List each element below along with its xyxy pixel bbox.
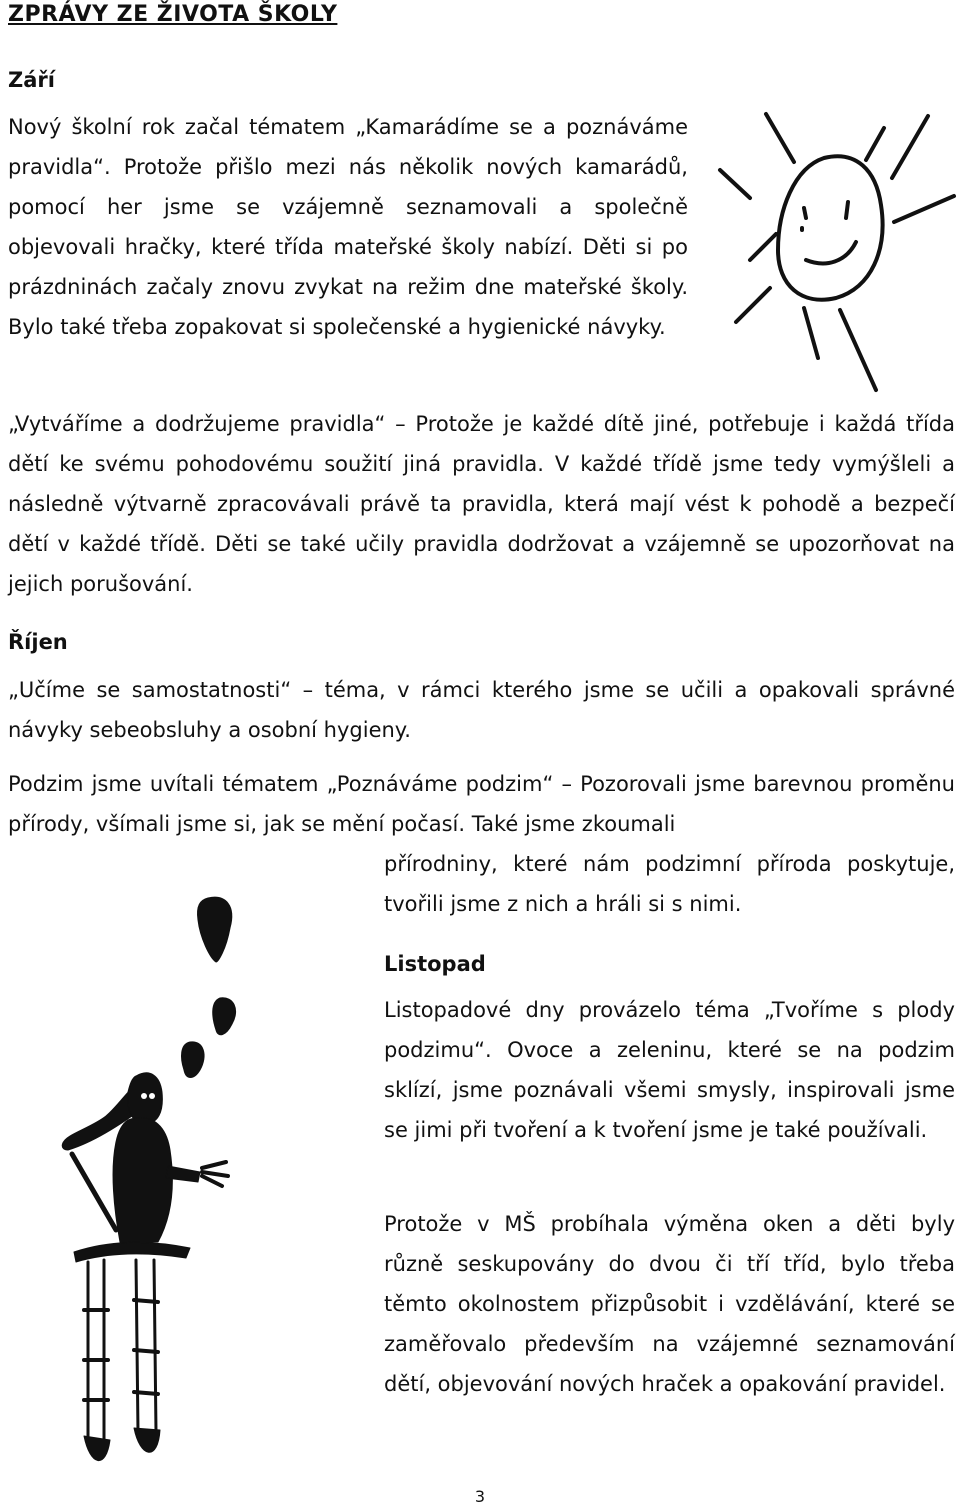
page-number: 3 <box>474 1487 486 1506</box>
paragraph-rijen-podzim-cont: přírodniny, které nám podzimní příroda poskytuje, tvořili jsme z nich a hráli si s nimi. <box>384 852 955 916</box>
paragraph-listopad-okna: Protože v MŠ probíhala výměna oken a děti byly různě seskupovány do dvou či tří tříd, bylo třeba těmto okolnostem přizpůsobit i vzdělávání, které se zaměřovalo především na vzájemné seznamování dětí, objevování nových hraček a opakování pravidel. <box>384 1212 955 1396</box>
paragraph-zari-pravidla: „Vytváříme a dodržujeme pravidla“ – Protože je každé dítě jiné, potřebuje i každá třída dětí ke svému pohodovému soužití jiná pravidla. V každé třídě jsme tedy vymýšleli a následně výtvarně zpracovávali právě ta pravidla, která mají vést k pohodě a bezpečí dětí v každé třídě. Děti se také učily pravidla dodržovat a vzájemně se upozorňovat na jejich porušování. <box>8 412 955 596</box>
sun-drawing <box>706 110 960 400</box>
heading-listopad: Listopad <box>384 952 486 976</box>
paragraph-zari-intro: Nový školní rok začal tématem „Kamarádíme se a poznáváme pravidla“. Protože přišlo mezi nás několik nových kamarádů, pomocí her jsme se vzájemně seznamovali a společně objevovali hračky, které třída mateřské školy nabízí. Děti si po prázdninách začaly znovu zvykat na režim dne mateřské školy. Bylo také třeba zopakovat si společenské a hygienické návyky. <box>8 115 688 339</box>
child-figure-drawing <box>40 880 360 1480</box>
heading-zari: Září <box>8 68 55 92</box>
paragraph-rijen-podzim: Podzim jsme uvítali tématem „Poznáváme podzim“ – Pozorovali jsme barevnou proměnu přírody, všímali jsme si, jak se mění počasí. Také jsme zkoumali <box>8 772 955 836</box>
page-title: ZPRÁVY ZE ŽIVOTA ŠKOLY <box>8 2 338 27</box>
paragraph-rijen-samostatnost: „Učíme se samostatnosti“ – téma, v rámci kterého jsme se učili a opakovali správné návyky sebeobsluhy a osobní hygieny. <box>8 678 955 742</box>
heading-rijen: Říjen <box>8 630 68 654</box>
paragraph-listopad-plody: Listopadové dny provázelo téma „Tvoříme s plody podzimu“. Ovoce a zeleninu, které se na podzim sklízí, jsme poznávali všemi smysly, inspirovali jsme se jimi při tvoření a k tvoření jsme je také používali. <box>384 998 955 1142</box>
